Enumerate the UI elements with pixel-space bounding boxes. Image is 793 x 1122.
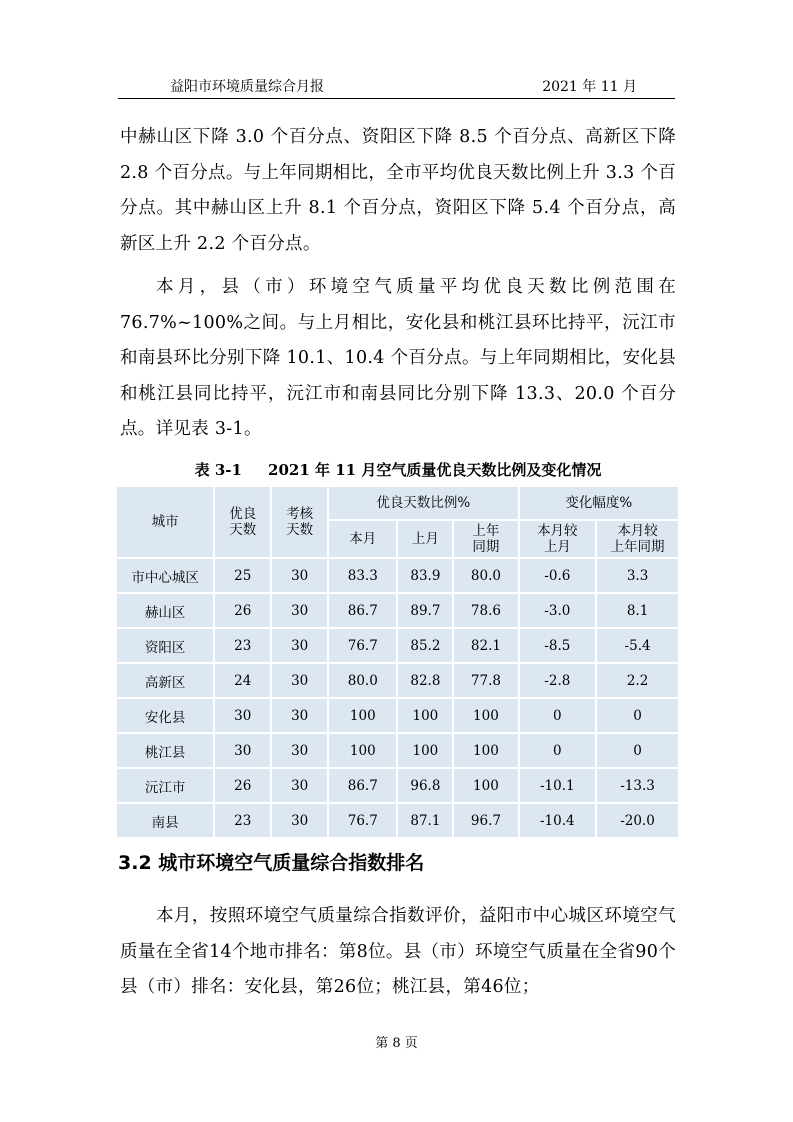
table-cell: -10.4	[519, 803, 597, 838]
table-row	[116, 628, 679, 663]
paragraph-2: 本月，县（市）环境空气质量平均优良天数比例范围在 76.7%~100%之间。与上月相比，安化县和桃江县环比持平，沅江市和南县环比分别下降 10.1、10.4 个百分点。与上年同期相比，安化县和桃江县同比持平，沅江市和南县同比分别下降 13.3、20.0 个百分点。详见表 3-1。	[120, 277, 676, 439]
table-cell: -8.5	[519, 628, 597, 663]
table-cell: 80.0	[453, 558, 518, 593]
table-cell: 30	[214, 733, 271, 768]
table-cell: 沅江市	[116, 768, 214, 803]
table-row	[116, 803, 679, 838]
table-cell: 30	[214, 698, 271, 733]
table-cell: 市中心城区	[116, 558, 214, 593]
table-cell: 0	[519, 733, 597, 768]
table-cell: 82.8	[397, 663, 453, 698]
table-cell: 30	[271, 593, 328, 628]
page-header	[118, 74, 675, 99]
table-cell: -5.4	[596, 628, 679, 663]
table-cell: 86.7	[328, 768, 397, 803]
table-cell: 83.9	[397, 558, 453, 593]
table-row	[116, 593, 679, 628]
table-cell: 76.7	[328, 628, 397, 663]
table-cell: 安化县	[116, 698, 214, 733]
table-cell: 100	[328, 733, 397, 768]
table-cell: -10.1	[519, 768, 597, 803]
table-cell: 76.7	[328, 803, 397, 838]
header-last-year: 上年 同期	[453, 520, 518, 558]
table-cell: 30	[271, 698, 328, 733]
report-title: 益阳市环境质量综合月报	[170, 79, 324, 95]
header-vs-last-year: 本月较 上年同期	[596, 520, 679, 558]
table-cell: 30	[271, 803, 328, 838]
table-row	[116, 768, 679, 803]
table-cell: -13.3	[596, 768, 679, 803]
header-this-month: 本月	[328, 520, 397, 558]
table-cell: 86.7	[328, 593, 397, 628]
page-number: 第 8 页	[375, 1036, 418, 1051]
table-cell: 30	[271, 558, 328, 593]
table-cell: 0	[519, 698, 597, 733]
table-cell: 87.1	[397, 803, 453, 838]
table-body	[116, 558, 679, 838]
table-cell: 0	[596, 733, 679, 768]
table-cell: 0	[596, 698, 679, 733]
header-vs-last-month: 本月较 上月	[519, 520, 597, 558]
table-cell: 83.3	[328, 558, 397, 593]
table-cell: 100	[453, 698, 518, 733]
table-caption: 表 3-1 2021 年 11 月空气质量优良天数比例及变化情况	[194, 461, 602, 479]
table-cell: 23	[214, 803, 271, 838]
table-cell: -2.8	[519, 663, 597, 698]
table-row	[116, 733, 679, 768]
table-cell: 高新区	[116, 663, 214, 698]
table-cell: -0.6	[519, 558, 597, 593]
table-cell: 89.7	[397, 593, 453, 628]
header-change-group: 变化幅度%	[519, 486, 679, 520]
table-cell: 23	[214, 628, 271, 663]
header-last-month: 上月	[397, 520, 453, 558]
air-quality-table	[115, 485, 680, 839]
header-good-days: 优良 天数	[214, 486, 271, 558]
table-row	[116, 663, 679, 698]
table-cell: 80.0	[328, 663, 397, 698]
table-cell: 25	[214, 558, 271, 593]
table-cell: 100	[397, 733, 453, 768]
table-cell: 100	[328, 698, 397, 733]
table-cell: 8.1	[596, 593, 679, 628]
header-city: 城市	[116, 486, 214, 558]
table-cell: 资阳区	[116, 628, 214, 663]
table-cell: 桃江县	[116, 733, 214, 768]
section-heading: 3.2 城市环境空气质量综合指数排名	[118, 852, 425, 874]
table-cell: 96.7	[453, 803, 518, 838]
table-cell: -20.0	[596, 803, 679, 838]
table-cell: 30	[271, 733, 328, 768]
header-assessed-days: 考核 天数	[271, 486, 328, 558]
table-cell: 30	[271, 628, 328, 663]
table-cell: 30	[271, 663, 328, 698]
table-cell: 78.6	[453, 593, 518, 628]
table-row	[116, 698, 679, 733]
table-cell: 3.3	[596, 558, 679, 593]
table-row	[116, 558, 679, 593]
table-cell: 77.8	[453, 663, 518, 698]
table-cell: 100	[453, 733, 518, 768]
report-date: 2021 年 11 月	[542, 79, 637, 95]
table-cell: 100	[453, 768, 518, 803]
header-ratio-group: 优良天数比例%	[328, 486, 518, 520]
table-cell: 96.8	[397, 768, 453, 803]
paragraph-1: 中赫山区下降 3.0 个百分点、资阳区下降 8.5 个百分点、高新区下降 2.8 个百分点。与上年同期相比，全市平均优良天数比例上升 3.3 个百分点。其中赫山区上升 8.1 个百分点，资阳区下降 5.4 个百分点，高新区上升 2.2 个百分点。	[120, 127, 676, 254]
table-cell: 南县	[116, 803, 214, 838]
section-paragraph: 本月，按照环境空气质量综合指数评价，益阳市中心城区环境空气质量在全省14个地市排名：第8位。县（市）环境空气质量在全省90个县（市）排名：安化县，第26位；桃江县，第46位；	[120, 906, 676, 997]
table-cell: 85.2	[397, 628, 453, 663]
table-cell: -3.0	[519, 593, 597, 628]
table-cell: 26	[214, 593, 271, 628]
table-cell: 30	[271, 768, 328, 803]
table-cell: 赫山区	[116, 593, 214, 628]
table-cell: 24	[214, 663, 271, 698]
table-cell: 26	[214, 768, 271, 803]
table-cell: 82.1	[453, 628, 518, 663]
table-cell: 2.2	[596, 663, 679, 698]
table-cell: 100	[397, 698, 453, 733]
